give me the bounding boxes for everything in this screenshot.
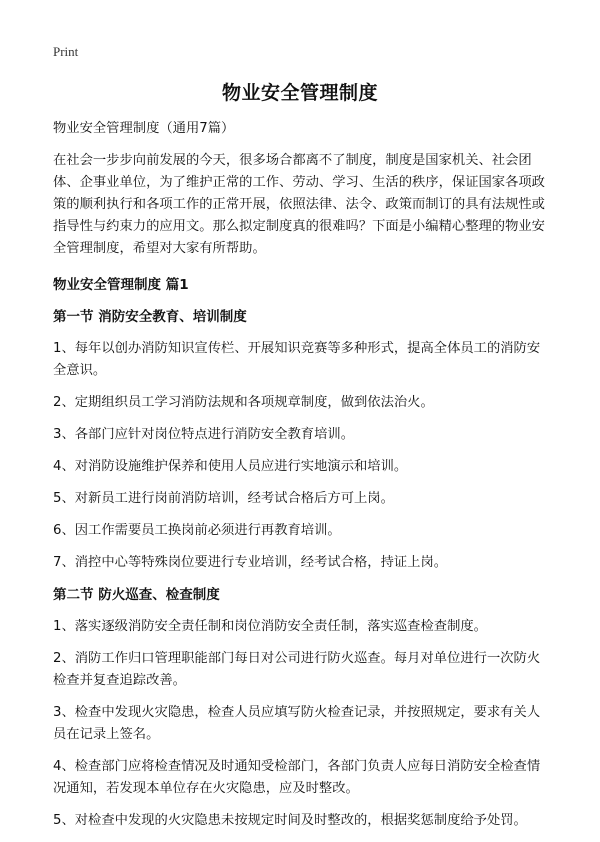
document-body	[53, 118, 553, 842]
list-item: 7、消控中心等特殊岗位要进行专业培训，经考试合格，持证上岗。	[53, 555, 448, 570]
list-item: 5、对检查中发现的火灾隐患未按规定时间及时整改的，根据奖惩制度给予处罚。	[53, 813, 527, 828]
intro-paragraph: 在社会一步步向前发展的今天，很多场合都离不了制度，制度是国家机关、社会团体、企事业单位，为了维护正常的工作、劳动、学习、生活的秩序，保证国家各项政策的顺利执行和各项工作的正常开展，依照法律、法令、政策而制订的具有法规性或指导性与约束力的应用文。那么拟定制度真的很难吗？下面是小编精心整理的物业安全管理制度，希望对大家有所帮助。	[53, 153, 545, 256]
document-subtitle: 物业安全管理制度（通用7篇）	[53, 121, 235, 136]
list-item: 4、对消防设施维护保养和使用人员应进行实地演示和培训。	[53, 459, 408, 474]
list-item: 6、因工作需要员工换岗前必须进行再教育培训。	[53, 523, 341, 538]
page-title: 物业安全管理制度	[221, 82, 378, 104]
list-item: 1、每年以创办消防知识宣传栏、开展知识竞赛等多种形式，提高全体员工的消防安全意识。	[53, 341, 541, 378]
list-item: 3、各部门应针对岗位特点进行消防安全教育培训。	[53, 427, 354, 442]
print-link[interactable]: Print	[53, 44, 79, 59]
list-item: 1、落实逐级消防安全责任制和岗位消防安全责任制，落实巡查检查制度。	[53, 619, 487, 634]
list-item: 3、检查中发现火灾隐患，检查人员应填写防火检查记录，并按照规定，要求有关人员在记录上签名。	[53, 705, 541, 742]
section-heading: 第一节 消防安全教育、培训制度	[53, 309, 247, 325]
list-item: 2、消防工作归口管理职能部门每日对公司进行防火巡查。每月对单位进行一次防火检查并复查追踪改善。	[53, 651, 541, 688]
list-item: 4、检查部门应将检查情况及时通知受检部门，各部门负责人应每日消防安全检查情况通知，若发现本单位存在火灾隐患，应及时整改。	[53, 759, 541, 796]
section-heading: 第二节 防火巡查、检查制度	[53, 587, 220, 603]
part-heading: 物业安全管理制度 篇1	[53, 277, 189, 293]
list-item: 2、定期组织员工学习消防法规和各项规章制度，做到依法治火。	[53, 395, 434, 410]
list-item: 5、对新员工进行岗前消防培训，经考试合格后方可上岗。	[53, 491, 394, 506]
